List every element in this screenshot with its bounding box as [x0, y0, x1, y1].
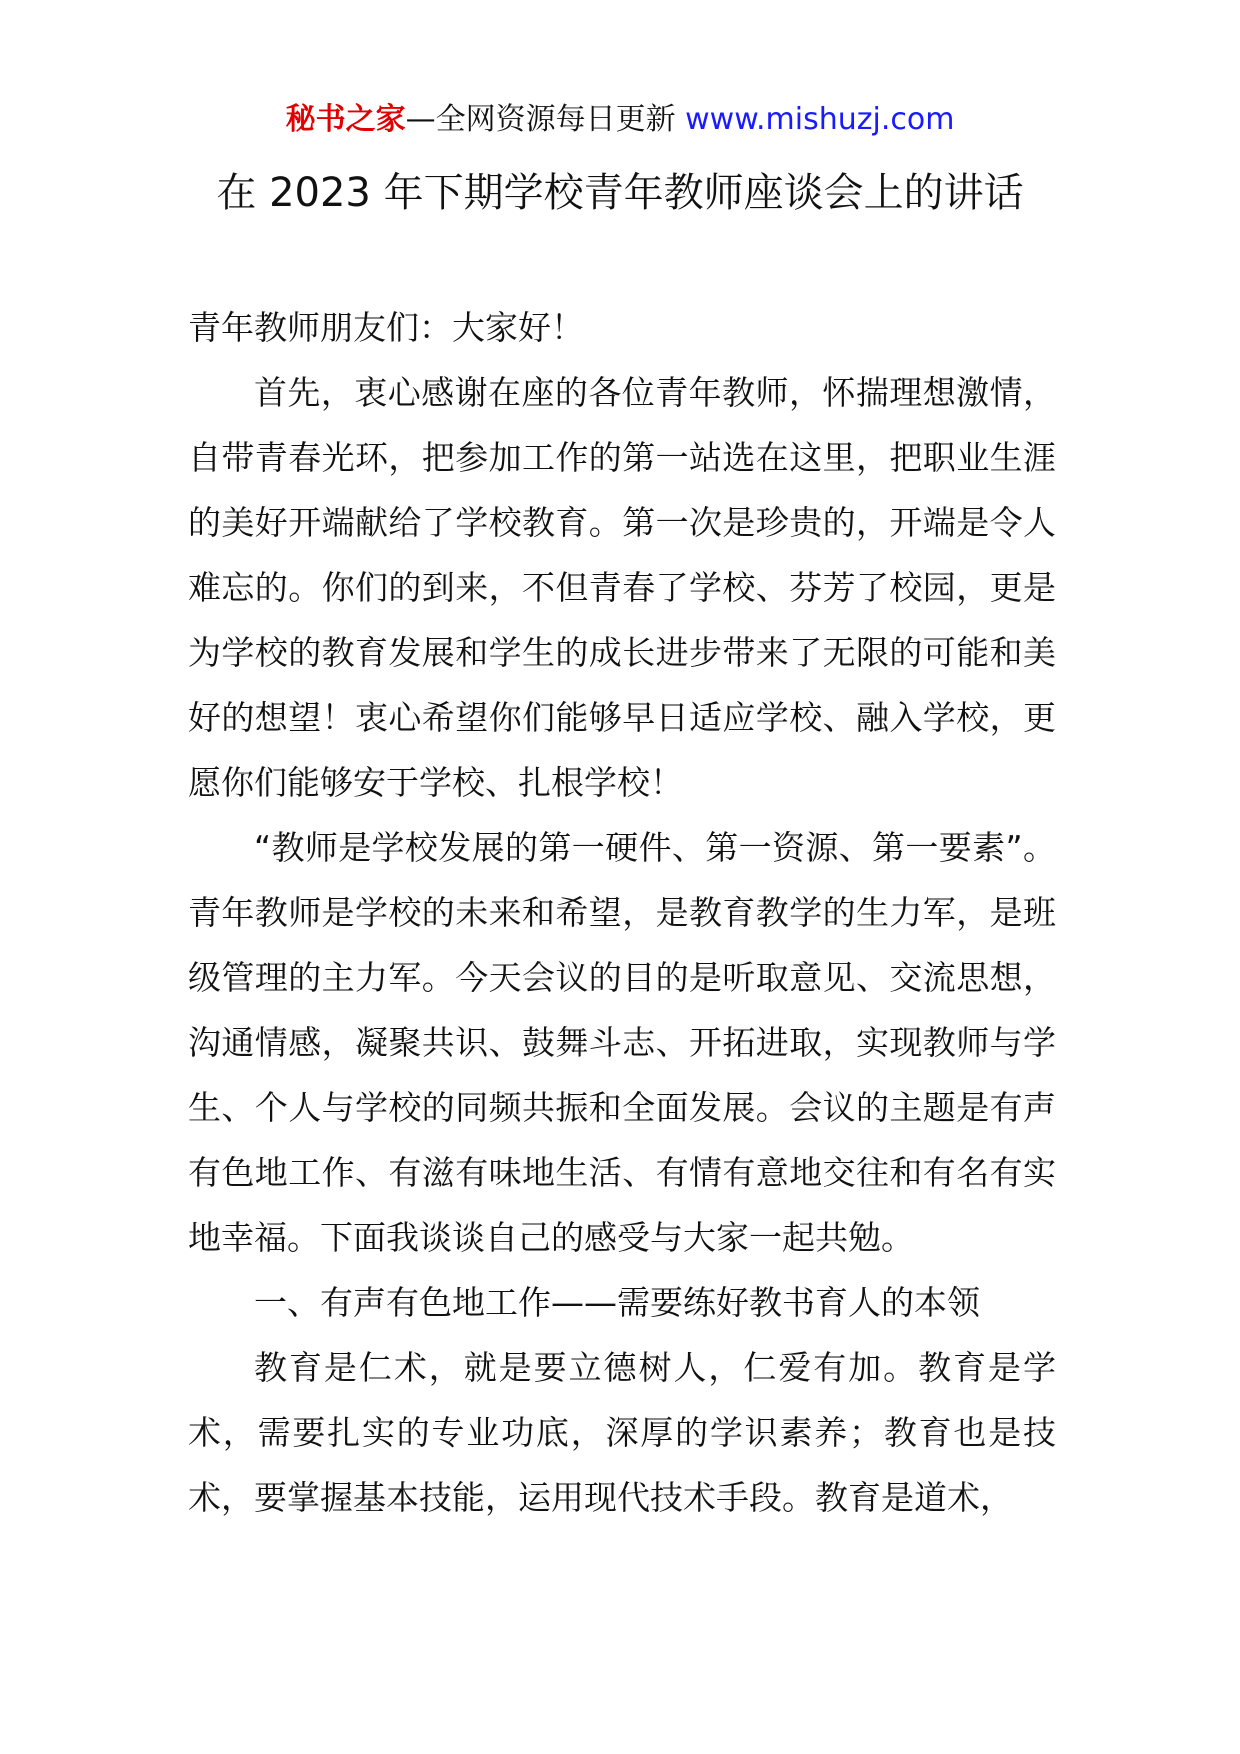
brand-name: 秘书之家 — [285, 102, 406, 137]
paragraph-2: “教师是学校发展的第一硬件、第一资源、第一要素”。青年教师是学校的未来和希望，是教育教学的生力军，是班级管理的主力军。今天会议的目的是听取意见、交流思想，沟通情感，凝聚共识、鼓舞斗志、开拓进取，实现教师与学生、个人与学校的同频共振和全面发展。会议的主题是有声有色地工作、有滋有味地生活、有情有意地交往和有名有实地幸福。下面我谈谈自己的感受与大家一起共勉。 — [188, 828, 1056, 1257]
section-heading-1: 一、有声有色地工作——需要练好教书育人的本领 — [254, 1283, 980, 1322]
document-body — [188, 295, 1056, 1530]
header-tagline: —全网资源每日更新 — [405, 102, 686, 137]
site-header — [0, 100, 1240, 140]
paragraph-3: 教育是仁术，就是要立德树人，仁爱有加。教育是学术，需要扎实的专业功底，深厚的学识素养；教育也是技术，要掌握基本技能，运用现代技术手段。教育是道术， — [188, 1348, 1056, 1517]
salutation: 青年教师朋友们：大家好！ — [188, 308, 584, 347]
paragraph-1: 首先，衷心感谢在座的各位青年教师，怀揣理想激情，自带青春光环，把参加工作的第一站选在这里，把职业生涯的美好开端献给了学校教育。第一次是珍贵的，开端是令人难忘的。你们的到来，不但青春了学校、芬芳了校园，更是为学校的教育发展和学生的成长进步带来了无限的可能和美好的想望！衷心希望你们能够早日适应学校、融入学校，更愿你们能够安于学校、扎根学校！ — [188, 373, 1056, 802]
site-url-link[interactable]: www.mishuzj.com — [685, 102, 955, 137]
document-title: 在 2023 年下期学校青年教师座谈会上的讲话 — [216, 170, 1024, 216]
